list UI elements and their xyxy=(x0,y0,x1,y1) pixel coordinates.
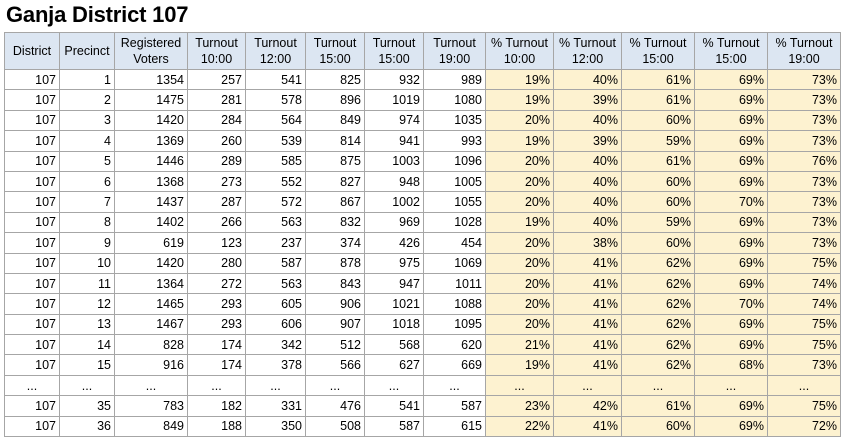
table-row xyxy=(5,314,841,334)
table-cell: 1420 xyxy=(115,110,188,130)
percent-cell: 73% xyxy=(768,192,841,212)
table-row xyxy=(5,110,841,130)
percent-cell: 73% xyxy=(768,90,841,110)
table-cell: 825 xyxy=(306,70,365,90)
percent-cell: 20% xyxy=(486,294,554,314)
table-cell: 896 xyxy=(306,90,365,110)
column-header: Turnout 19:00 xyxy=(424,33,486,70)
percent-cell: 60% xyxy=(622,171,695,191)
percent-cell: 69% xyxy=(695,110,768,130)
percent-cell: 75% xyxy=(768,314,841,334)
table-cell: 10 xyxy=(60,253,115,273)
percent-cell: 20% xyxy=(486,151,554,171)
table-cell: 107 xyxy=(5,131,60,151)
percent-cell: 73% xyxy=(768,212,841,232)
table-cell: 1019 xyxy=(365,90,424,110)
percent-cell: ... xyxy=(768,375,841,395)
table-cell: 572 xyxy=(246,192,306,212)
table-cell: 1402 xyxy=(115,212,188,232)
table-cell: 237 xyxy=(246,233,306,253)
percent-cell: 23% xyxy=(486,396,554,416)
table-row xyxy=(5,273,841,293)
percent-cell: 41% xyxy=(554,416,622,436)
table-cell: 1080 xyxy=(424,90,486,110)
table-cell: 374 xyxy=(306,233,365,253)
table-cell: 1002 xyxy=(365,192,424,212)
percent-cell: 20% xyxy=(486,253,554,273)
percent-cell: 73% xyxy=(768,171,841,191)
table-cell: 287 xyxy=(188,192,246,212)
table-cell: 916 xyxy=(115,355,188,375)
column-header: % Turnout 10:00 xyxy=(486,33,554,70)
percent-cell: 41% xyxy=(554,314,622,334)
table-cell: 107 xyxy=(5,335,60,355)
table-cell: 107 xyxy=(5,396,60,416)
table-cell: 378 xyxy=(246,355,306,375)
table-cell: 1095 xyxy=(424,314,486,334)
percent-cell: 19% xyxy=(486,90,554,110)
column-header: % Turnout 15:00 xyxy=(695,33,768,70)
percent-cell: 59% xyxy=(622,131,695,151)
table-cell: 1005 xyxy=(424,171,486,191)
table-cell: 587 xyxy=(365,416,424,436)
table-cell: 932 xyxy=(365,70,424,90)
percent-cell: 62% xyxy=(622,253,695,273)
percent-cell: 62% xyxy=(622,273,695,293)
table-cell: 6 xyxy=(60,171,115,191)
percent-cell: 69% xyxy=(695,314,768,334)
table-cell: 293 xyxy=(188,314,246,334)
percent-cell: 61% xyxy=(622,151,695,171)
table-cell: 669 xyxy=(424,355,486,375)
table-cell: ... xyxy=(188,375,246,395)
header-row xyxy=(5,33,841,70)
percent-cell: ... xyxy=(695,375,768,395)
table-row xyxy=(5,416,841,436)
table-cell: 182 xyxy=(188,396,246,416)
table-row xyxy=(5,253,841,273)
percent-cell: 61% xyxy=(622,396,695,416)
table-cell: 969 xyxy=(365,212,424,232)
table-cell: 107 xyxy=(5,70,60,90)
percent-cell: 40% xyxy=(554,70,622,90)
table-cell: 827 xyxy=(306,171,365,191)
table-cell: 578 xyxy=(246,90,306,110)
column-header: % Turnout 19:00 xyxy=(768,33,841,70)
table-cell: 273 xyxy=(188,171,246,191)
table-cell: 331 xyxy=(246,396,306,416)
percent-cell: 40% xyxy=(554,110,622,130)
percent-cell: 61% xyxy=(622,90,695,110)
table-cell: 1028 xyxy=(424,212,486,232)
table-cell: 1368 xyxy=(115,171,188,191)
table-cell: 35 xyxy=(60,396,115,416)
table-cell: 1088 xyxy=(424,294,486,314)
table-row xyxy=(5,131,841,151)
table-cell: 875 xyxy=(306,151,365,171)
percent-cell: 38% xyxy=(554,233,622,253)
table-row xyxy=(5,375,841,395)
table-cell: 568 xyxy=(365,335,424,355)
table-cell: 993 xyxy=(424,131,486,151)
table-cell: 11 xyxy=(60,273,115,293)
percent-cell: 73% xyxy=(768,110,841,130)
table-row xyxy=(5,355,841,375)
table-cell: 1354 xyxy=(115,70,188,90)
table-cell: ... xyxy=(306,375,365,395)
table-cell: 587 xyxy=(246,253,306,273)
percent-cell: 69% xyxy=(695,212,768,232)
table-cell: 1369 xyxy=(115,131,188,151)
table-cell: 1035 xyxy=(424,110,486,130)
table-cell: 454 xyxy=(424,233,486,253)
table-cell: 587 xyxy=(424,396,486,416)
percent-cell: 75% xyxy=(768,253,841,273)
table-cell: 107 xyxy=(5,314,60,334)
table-cell: 281 xyxy=(188,90,246,110)
table-cell: 8 xyxy=(60,212,115,232)
table-cell: 828 xyxy=(115,335,188,355)
column-header: % Turnout 12:00 xyxy=(554,33,622,70)
table-row xyxy=(5,294,841,314)
percent-cell: 75% xyxy=(768,396,841,416)
percent-cell: 69% xyxy=(695,273,768,293)
percent-cell: 19% xyxy=(486,70,554,90)
table-cell: 260 xyxy=(188,131,246,151)
column-header: Turnout 15:00 xyxy=(365,33,424,70)
table-row xyxy=(5,212,841,232)
table-cell: 350 xyxy=(246,416,306,436)
percent-cell: 62% xyxy=(622,314,695,334)
table-cell: ... xyxy=(424,375,486,395)
percent-cell: ... xyxy=(554,375,622,395)
percent-cell: ... xyxy=(486,375,554,395)
column-header: Turnout 15:00 xyxy=(306,33,365,70)
percent-cell: 19% xyxy=(486,355,554,375)
table-cell: 342 xyxy=(246,335,306,355)
percent-cell: 76% xyxy=(768,151,841,171)
table-cell: ... xyxy=(115,375,188,395)
table-cell: 563 xyxy=(246,273,306,293)
table-cell: 5 xyxy=(60,151,115,171)
table-cell: 1096 xyxy=(424,151,486,171)
table-cell: 620 xyxy=(424,335,486,355)
percent-cell: 42% xyxy=(554,396,622,416)
percent-cell: 19% xyxy=(486,131,554,151)
table-cell: 266 xyxy=(188,212,246,232)
table-cell: 1055 xyxy=(424,192,486,212)
percent-cell: 20% xyxy=(486,233,554,253)
table-cell: 849 xyxy=(115,416,188,436)
table-cell: 13 xyxy=(60,314,115,334)
table-row xyxy=(5,151,841,171)
percent-cell: 61% xyxy=(622,70,695,90)
percent-cell: 20% xyxy=(486,273,554,293)
table-cell: 975 xyxy=(365,253,424,273)
percent-cell: 20% xyxy=(486,314,554,334)
table-cell: 541 xyxy=(246,70,306,90)
table-cell: 906 xyxy=(306,294,365,314)
table-cell: 9 xyxy=(60,233,115,253)
percent-cell: 75% xyxy=(768,335,841,355)
table-cell: 107 xyxy=(5,273,60,293)
table-cell: 563 xyxy=(246,212,306,232)
percent-cell: 62% xyxy=(622,335,695,355)
table-cell: 627 xyxy=(365,355,424,375)
table-cell: ... xyxy=(246,375,306,395)
table-row xyxy=(5,192,841,212)
percent-cell: 41% xyxy=(554,335,622,355)
table-cell: 832 xyxy=(306,212,365,232)
percent-cell: 59% xyxy=(622,212,695,232)
table-row xyxy=(5,233,841,253)
percent-cell: 41% xyxy=(554,273,622,293)
percent-cell: 60% xyxy=(622,416,695,436)
table-cell: 289 xyxy=(188,151,246,171)
column-header: Registered Voters xyxy=(115,33,188,70)
percent-cell: 40% xyxy=(554,171,622,191)
percent-cell: 41% xyxy=(554,294,622,314)
percent-cell: 60% xyxy=(622,110,695,130)
table-cell: 1467 xyxy=(115,314,188,334)
percent-cell: 69% xyxy=(695,253,768,273)
table-cell: 564 xyxy=(246,110,306,130)
page-title: Ganja District 107 xyxy=(6,2,189,27)
table-cell: 12 xyxy=(60,294,115,314)
percent-cell: 73% xyxy=(768,233,841,253)
table-cell: 107 xyxy=(5,151,60,171)
table-cell: 257 xyxy=(188,70,246,90)
percent-cell: 60% xyxy=(622,233,695,253)
table-cell: 426 xyxy=(365,233,424,253)
percent-cell: 69% xyxy=(695,416,768,436)
percent-cell: 74% xyxy=(768,273,841,293)
table-cell: 1364 xyxy=(115,273,188,293)
table-cell: ... xyxy=(365,375,424,395)
table-cell: 284 xyxy=(188,110,246,130)
table-cell: 615 xyxy=(424,416,486,436)
table-cell: 1446 xyxy=(115,151,188,171)
table-cell: 878 xyxy=(306,253,365,273)
table-cell: 174 xyxy=(188,335,246,355)
percent-cell: 20% xyxy=(486,192,554,212)
percent-cell: 70% xyxy=(695,294,768,314)
table-cell: 941 xyxy=(365,131,424,151)
percent-cell: 69% xyxy=(695,396,768,416)
table-cell: 280 xyxy=(188,253,246,273)
table-cell: 605 xyxy=(246,294,306,314)
column-header: Turnout 12:00 xyxy=(246,33,306,70)
table-cell: 541 xyxy=(365,396,424,416)
table-cell: 1021 xyxy=(365,294,424,314)
table-cell: 1437 xyxy=(115,192,188,212)
percent-cell: 39% xyxy=(554,131,622,151)
table-cell: 272 xyxy=(188,273,246,293)
table-cell: 107 xyxy=(5,90,60,110)
table-cell: 107 xyxy=(5,110,60,130)
percent-cell: 20% xyxy=(486,171,554,191)
table-cell: 293 xyxy=(188,294,246,314)
table-cell: 107 xyxy=(5,355,60,375)
table-cell: 552 xyxy=(246,171,306,191)
percent-cell: 69% xyxy=(695,90,768,110)
percent-cell: 41% xyxy=(554,355,622,375)
table-cell: 585 xyxy=(246,151,306,171)
table-cell: 843 xyxy=(306,273,365,293)
table-cell: 512 xyxy=(306,335,365,355)
table-cell: 1475 xyxy=(115,90,188,110)
percent-cell: 41% xyxy=(554,253,622,273)
table-cell: 1 xyxy=(60,70,115,90)
table-cell: 606 xyxy=(246,314,306,334)
table-cell: 1018 xyxy=(365,314,424,334)
table-cell: ... xyxy=(60,375,115,395)
table-row xyxy=(5,90,841,110)
table-cell: 619 xyxy=(115,233,188,253)
table-cell: 867 xyxy=(306,192,365,212)
column-header: District xyxy=(5,33,60,70)
percent-cell: 20% xyxy=(486,110,554,130)
percent-cell: 19% xyxy=(486,212,554,232)
table-cell: 3 xyxy=(60,110,115,130)
percent-cell: ... xyxy=(622,375,695,395)
table-cell: 2 xyxy=(60,90,115,110)
table-cell: 948 xyxy=(365,171,424,191)
table-cell: 4 xyxy=(60,131,115,151)
percent-cell: 69% xyxy=(695,151,768,171)
percent-cell: 40% xyxy=(554,212,622,232)
table-body xyxy=(5,70,841,437)
percent-cell: 22% xyxy=(486,416,554,436)
table-cell: 107 xyxy=(5,192,60,212)
table-cell: ... xyxy=(5,375,60,395)
table-cell: 107 xyxy=(5,294,60,314)
turnout-table xyxy=(4,32,841,437)
percent-cell: 40% xyxy=(554,192,622,212)
table-cell: 814 xyxy=(306,131,365,151)
table-row xyxy=(5,335,841,355)
table-cell: 566 xyxy=(306,355,365,375)
percent-cell: 73% xyxy=(768,70,841,90)
percent-cell: 69% xyxy=(695,233,768,253)
table-row xyxy=(5,396,841,416)
percent-cell: 60% xyxy=(622,192,695,212)
table-cell: 907 xyxy=(306,314,365,334)
table-cell: 107 xyxy=(5,171,60,191)
percent-cell: 69% xyxy=(695,131,768,151)
percent-cell: 72% xyxy=(768,416,841,436)
table-cell: 14 xyxy=(60,335,115,355)
percent-cell: 68% xyxy=(695,355,768,375)
percent-cell: 73% xyxy=(768,355,841,375)
table-row xyxy=(5,171,841,191)
table-cell: 107 xyxy=(5,233,60,253)
column-header: Turnout 10:00 xyxy=(188,33,246,70)
table-cell: 1003 xyxy=(365,151,424,171)
table-cell: 107 xyxy=(5,212,60,232)
percent-cell: 40% xyxy=(554,151,622,171)
column-header: % Turnout 15:00 xyxy=(622,33,695,70)
table-cell: 188 xyxy=(188,416,246,436)
table-cell: 1069 xyxy=(424,253,486,273)
table-cell: 7 xyxy=(60,192,115,212)
percent-cell: 69% xyxy=(695,335,768,355)
percent-cell: 74% xyxy=(768,294,841,314)
percent-cell: 39% xyxy=(554,90,622,110)
percent-cell: 69% xyxy=(695,70,768,90)
table-cell: 1420 xyxy=(115,253,188,273)
percent-cell: 62% xyxy=(622,355,695,375)
table-cell: 174 xyxy=(188,355,246,375)
percent-cell: 69% xyxy=(695,171,768,191)
table-cell: 783 xyxy=(115,396,188,416)
percent-cell: 70% xyxy=(695,192,768,212)
table-cell: 989 xyxy=(424,70,486,90)
table-cell: 974 xyxy=(365,110,424,130)
table-cell: 107 xyxy=(5,253,60,273)
column-header: Precinct xyxy=(60,33,115,70)
table-cell: 36 xyxy=(60,416,115,436)
table-cell: 539 xyxy=(246,131,306,151)
table-cell: 1465 xyxy=(115,294,188,314)
percent-cell: 21% xyxy=(486,335,554,355)
table-cell: 947 xyxy=(365,273,424,293)
table-cell: 849 xyxy=(306,110,365,130)
table-cell: 15 xyxy=(60,355,115,375)
percent-cell: 62% xyxy=(622,294,695,314)
table-cell: 1011 xyxy=(424,273,486,293)
table-cell: 508 xyxy=(306,416,365,436)
table-cell: 123 xyxy=(188,233,246,253)
table-cell: 476 xyxy=(306,396,365,416)
table-row xyxy=(5,70,841,90)
table-cell: 107 xyxy=(5,416,60,436)
percent-cell: 73% xyxy=(768,131,841,151)
